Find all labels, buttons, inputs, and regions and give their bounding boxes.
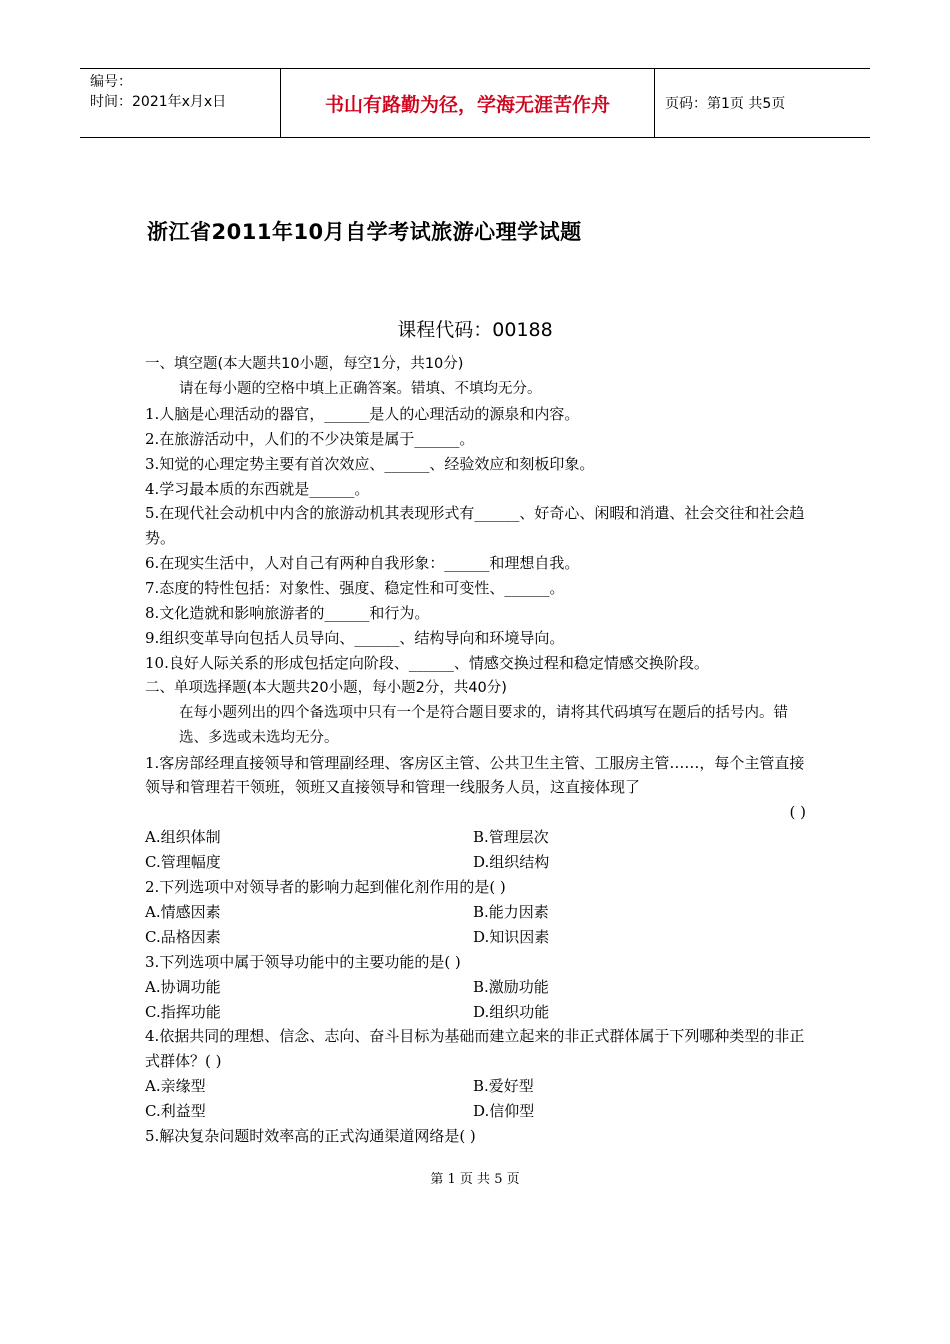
options-row [145, 1099, 810, 1124]
options-row [145, 1000, 810, 1025]
fill-question-3: 3.知觉的心理定势主要有首次效应、______、经验效应和刻板印象。 [145, 454, 595, 473]
section1-instruction: 请在每小题的空格中填上正确答案。错填、不填均无分。 [179, 380, 542, 397]
fill-question-1: 1.人脑是心理活动的器官，______是人的心理活动的源泉和内容。 [145, 404, 580, 423]
exam-content [145, 352, 810, 1149]
options-row [145, 900, 810, 925]
header-motto: 书山有路勤为径，学海无涯苦作舟 [281, 69, 655, 137]
fill-question-4: 4.学习最本质的东西就是______。 [145, 479, 370, 498]
option-a: A.组织体制 [145, 828, 221, 847]
options-row [145, 925, 810, 950]
document-header [80, 68, 870, 138]
choice-question-2: 2.下列选项中对领导者的影响力起到催化剂作用的是( ) [145, 878, 506, 897]
option-d: D.信仰型 [473, 1102, 535, 1121]
option-c: C.利益型 [145, 1102, 206, 1121]
page-title: 浙江省2011年10月自学考试旅游心理学试题 [147, 220, 582, 244]
option-b: B.爱好型 [473, 1077, 534, 1096]
choice-question-1: 1.客房部经理直接领导和管理副经理、客房区主管、公共卫生主管、工服房主管……，每个主管直接领导和管理若干领班，领班又直接领导和管理一线服务人员，这直接体现了 [145, 753, 805, 797]
option-a: A.协调功能 [145, 977, 221, 996]
option-d: D.知识因素 [473, 927, 550, 946]
choice-question-4: 4.依据共同的理想、信念、志向、奋斗目标为基础而建立起来的非正式群体属于下列哪种类型的非正式群体？( ) [145, 1027, 805, 1071]
option-c: C.品格因素 [145, 927, 221, 946]
fill-question-9: 9.组织变革导向包括人员导向、______、结构导向和环境导向。 [145, 628, 565, 647]
fill-question-10: 10.良好人际关系的形成包括定向阶段、______、情感交换过程和稳定情感交换阶段。 [145, 653, 709, 672]
option-d: D.组织结构 [473, 853, 550, 872]
fill-question-2: 2.在旅游活动中，人们的不少决策是属于______。 [145, 429, 475, 448]
option-b: B.管理层次 [473, 828, 549, 847]
choice-question-5: 5.解决复杂问题时效率高的正式沟通渠道网络是( ) [145, 1127, 476, 1146]
section1-heading: 一、填空题(本大题共10小题，每空1分，共10分) [145, 356, 464, 372]
fill-question-7: 7.态度的特性包括：对象性、强度、稳定性和可变性、______。 [145, 579, 565, 598]
options-row [145, 825, 810, 850]
page-footer: 第 1 页 共 5 页 [430, 1172, 520, 1187]
option-a: A.亲缘型 [145, 1077, 206, 1096]
option-d: D.组织功能 [473, 1002, 550, 1021]
option-c: C.管理幅度 [145, 853, 221, 872]
fill-question-6: 6.在现实生活中，人对自己有两种自我形象：______和理想自我。 [145, 554, 580, 573]
section2-instruction: 在每小题列出的四个备选项中只有一个是符合题目要求的，请将其代码填写在题后的括号内。错选、多选或未选均无分。 [179, 704, 788, 746]
fill-question-8: 8.文化造就和影响旅游者的______和行为。 [145, 604, 430, 623]
choice-question-3: 3.下列选项中属于领导功能中的主要功能的是( ) [145, 952, 461, 971]
fill-question-5: 5.在现代社会动机中内含的旅游动机其表现形式有______、好奇心、闲暇和消遣、社会交往和社会趋势。 [145, 504, 805, 548]
header-page-info: 页码：第1页 共5页 [665, 96, 786, 112]
option-a: A.情感因素 [145, 902, 221, 921]
options-row [145, 850, 810, 875]
course-code: 课程代码：00188 [397, 319, 553, 341]
number-label: 编号： [90, 74, 132, 90]
header-meta-cell [80, 69, 281, 137]
options-row [145, 975, 810, 1000]
time-label: 时间：2021年x月x日 [90, 94, 227, 110]
option-b: B.能力因素 [473, 902, 549, 921]
options-row [145, 1074, 810, 1099]
section2-heading: 二、单项选择题(本大题共20小题，每小题2分，共40分) [145, 679, 507, 696]
answer-paren: ( ) [789, 803, 806, 822]
option-c: C.指挥功能 [145, 1002, 221, 1021]
option-b: B.激励功能 [473, 977, 549, 996]
